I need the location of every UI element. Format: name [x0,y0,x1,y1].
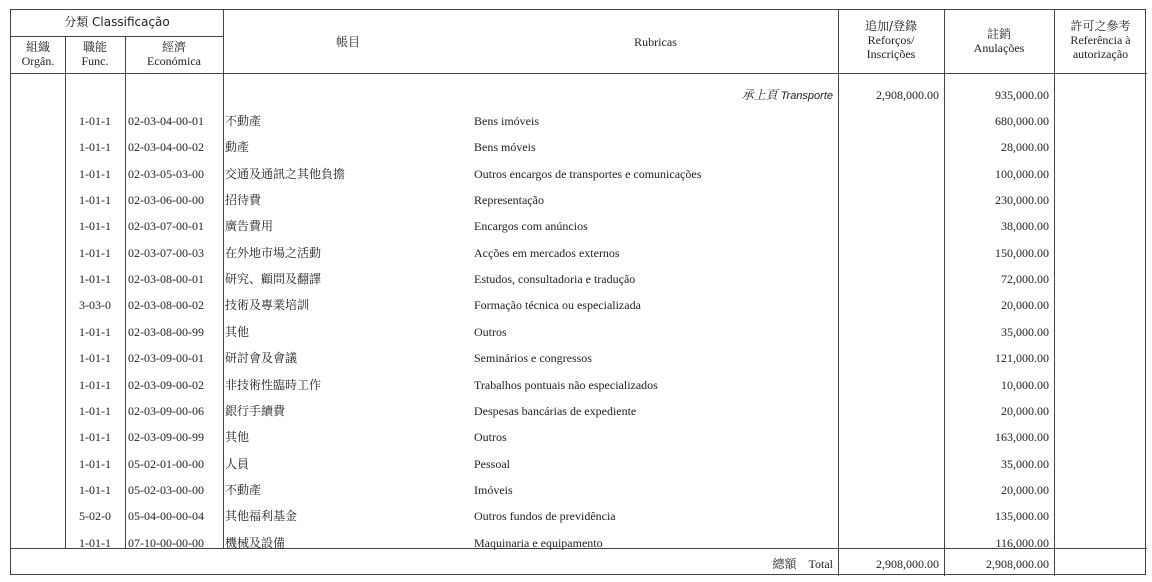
func-code: 1-01-1 [79,430,111,445]
table-row [11,292,1147,318]
account-name-zh: 銀行手續費 [225,403,286,418]
total-label: 總額 Total [772,557,833,571]
account-name-zh: 其他福利基金 [225,509,298,524]
account-name-zh: 不動產 [225,114,262,128]
anulacoes-header: 註銷 Anulações [973,27,1025,55]
total-row [11,550,1147,576]
account-name-zh: 其他 [225,430,250,445]
total-anulacoes: 2,908,000.00 [986,557,1049,571]
econ-code: 02-03-08-00-99 [128,324,204,339]
row-divider [11,36,223,37]
rubrica-name: Outros [474,430,507,445]
transport-row [11,82,1147,108]
reforcos-header: 追加/登錄 Reforços/ Inscrições [864,19,918,61]
func-code: 1-01-1 [79,377,111,392]
func-code: 3-03-0 [79,298,111,313]
anulacao-amount: 680,000.00 [995,114,1049,128]
account-name-zh: 研究、顧問及翻譯 [225,272,322,287]
anulacao-amount: 35,000.00 [1001,456,1049,471]
table-row [11,451,1147,477]
econ-header: 經濟 Económica [147,40,201,68]
table-row [11,134,1147,160]
func-code: 1-01-1 [79,403,111,418]
organ-header: 組織 Orgân. [21,40,55,68]
anulacao-amount: 163,000.00 [995,430,1049,445]
table-row [11,477,1147,503]
account-name-zh: 人員 [225,456,250,471]
rubrica-name: Outros [474,324,507,339]
rubrica-name: Outros encargos de transportes e comunicações [474,166,702,181]
transport-label: 承上頁 Transporte [741,88,833,102]
econ-code: 02-03-09-00-02 [128,377,204,392]
classification-header: 分類 Classificação [64,15,170,29]
econ-code: 02-03-04-00-01 [128,114,204,128]
table-row [11,398,1147,424]
account-name-zh: 其他 [225,324,250,339]
rubrica-name: Seminários e congressos [474,351,592,366]
account-name-zh: 非技術性臨時工作 [225,377,322,392]
econ-code: 02-03-07-00-01 [128,219,204,234]
budget-table [10,9,1146,575]
rubrica-name: Bens móveis [474,140,536,155]
header-bottom-line [11,73,1147,74]
rubrica-name: Despesas bancárias de expediente [474,403,637,418]
rubrica-name: Acções em mercados externos [474,245,620,260]
anulacao-amount: 116,000.00 [995,535,1049,550]
rubrica-name: Imóveis [474,482,513,497]
func-code: 1-01-1 [79,351,111,366]
table-row [11,372,1147,398]
func-code: 1-01-1 [79,114,111,128]
anulacao-amount: 121,000.00 [995,351,1049,366]
anulacao-amount: 35,000.00 [1001,324,1049,339]
reference-header: 許可之參考 Referência à autorização [1070,19,1131,61]
table-row [11,319,1147,345]
econ-code: 02-03-09-00-99 [128,430,204,445]
func-code: 5-02-0 [79,509,111,524]
anulacao-amount: 72,000.00 [1001,272,1049,287]
table-row [11,187,1147,213]
func-code: 1-01-1 [79,272,111,287]
rubricas-header: Rubricas [634,35,677,49]
func-code: 1-01-1 [79,245,111,260]
account-name-zh: 在外地市場之活動 [225,245,322,260]
account-name-zh: 招待費 [225,193,262,208]
table-row [11,345,1147,371]
func-code: 1-01-1 [79,193,111,208]
econ-code: 05-02-03-00-00 [128,482,204,497]
table-row [11,108,1147,134]
account-name-zh: 機械及設備 [225,535,286,550]
table-row [11,213,1147,239]
account-name-zh: 動產 [225,140,250,155]
anulacao-amount: 150,000.00 [995,245,1049,260]
anulacao-amount: 20,000.00 [1001,403,1049,418]
account-name-zh: 技術及專業培訓 [225,298,310,313]
anulacao-amount: 10,000.00 [1001,377,1049,392]
table-row [11,161,1147,187]
econ-code: 02-03-08-00-01 [128,272,204,287]
econ-code: 02-03-08-00-02 [128,298,204,313]
func-code: 1-01-1 [79,482,111,497]
rubrica-name: Maquinaria e equipamento [474,535,603,550]
table-row [11,503,1147,529]
account-name-zh: 研討會及會議 [225,351,298,366]
econ-code: 02-03-09-00-06 [128,403,204,418]
econ-code: 07-10-00-00-00 [128,535,204,550]
anulacao-amount: 38,000.00 [1001,219,1049,234]
rubrica-name: Representação [474,193,544,208]
anulacao-amount: 20,000.00 [1001,298,1049,313]
anulacao-amount: 135,000.00 [995,509,1049,524]
func-code: 1-01-1 [79,166,111,181]
econ-code: 02-03-05-03-00 [128,166,204,181]
table-row [11,266,1147,292]
anulacao-amount: 28,000.00 [1001,140,1049,155]
econ-code: 05-02-01-00-00 [128,456,204,471]
account-header: 帳目 [335,35,360,49]
econ-code: 02-03-06-00-00 [128,193,204,208]
func-code: 1-01-1 [79,456,111,471]
rubrica-name: Formação técnica ou especializada [474,298,641,313]
transport-anulacoes: 935,000.00 [995,88,1049,102]
account-name-zh: 廣告費用 [225,219,274,234]
func-header: 職能 Func. [81,40,109,68]
account-name-zh: 交通及通訊之其他負擔 [225,166,346,181]
anulacao-amount: 100,000.00 [995,166,1049,181]
account-name-zh: 不動產 [225,482,262,497]
rubrica-name: Encargos com anúncios [474,219,588,234]
rubrica-name: Outros fundos de previdência [474,509,616,524]
anulacao-amount: 20,000.00 [1001,482,1049,497]
func-code: 1-01-1 [79,535,111,550]
econ-code: 02-03-09-00-01 [128,351,204,366]
econ-code: 02-03-04-00-02 [128,140,204,155]
func-code: 1-01-1 [79,324,111,339]
rubrica-name: Pessoal [474,456,510,471]
table-row [11,240,1147,266]
total-reforcos: 2,908,000.00 [876,557,939,571]
anulacao-amount: 230,000.00 [995,193,1049,208]
rubrica-name: Bens imóveis [474,114,539,128]
table-row [11,424,1147,450]
transport-reforcos: 2,908,000.00 [876,88,939,102]
econ-code: 02-03-07-00-03 [128,245,204,260]
func-code: 1-01-1 [79,140,111,155]
econ-code: 05-04-00-00-04 [128,509,204,524]
func-code: 1-01-1 [79,219,111,234]
rubrica-name: Trabalhos pontuais não especializados [474,377,658,392]
rubrica-name: Estudos, consultadoria e tradução [474,272,636,287]
